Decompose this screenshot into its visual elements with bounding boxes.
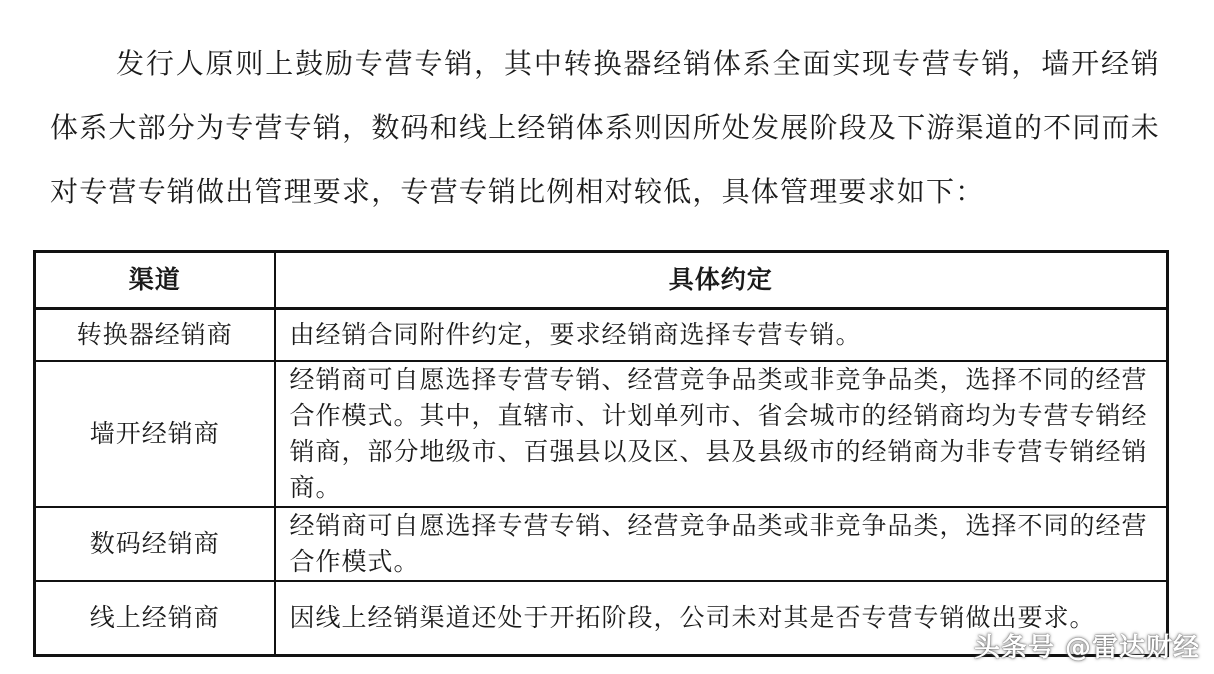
table-row [35, 309, 1168, 362]
table-row [35, 507, 1168, 581]
channel-cell: 线上经销商 [35, 581, 275, 656]
table-header-row [35, 252, 1168, 309]
intro-paragraph: 发行人原则上鼓励专营专销，其中转换器经销体系全面实现专营专销，墙开经销体系大部分为专营专销，数码和线上经销体系则因所处发展阶段及下游渠道的不同而未对专营专销做出管理要求，专营专销比例相对较低，具体管理要求如下： [50, 47, 1160, 208]
detail-cell: 经销商可自愿选择专营专销、经营竞争品类或非竞争品类，选择不同的经营合作模式。其中，直辖市、计划单列市、省会城市的经销商均为专营专销经销商，部分地级市、百强县以及区、县及县级市的经销商为非专营专销经销商。 [275, 361, 1168, 507]
header-detail: 具体约定 [275, 252, 1168, 309]
distribution-requirements-table [33, 250, 1169, 657]
header-channel: 渠道 [35, 252, 275, 309]
detail-cell: 由经销合同附件约定，要求经销商选择专营专销。 [275, 309, 1168, 362]
detail-cell: 经销商可自愿选择专营专销、经营竞争品类或非竞争品类，选择不同的经营合作模式。 [275, 507, 1168, 581]
source-watermark: 头条号 @雷达财经 [973, 633, 1200, 663]
table-row [35, 361, 1168, 507]
detail-cell: 因线上经销渠道还处于开拓阶段，公司未对其是否专营专销做出要求。 [275, 581, 1168, 656]
channel-cell: 墙开经销商 [35, 361, 275, 507]
channel-cell: 数码经销商 [35, 507, 275, 581]
channel-cell: 转换器经销商 [35, 309, 275, 362]
